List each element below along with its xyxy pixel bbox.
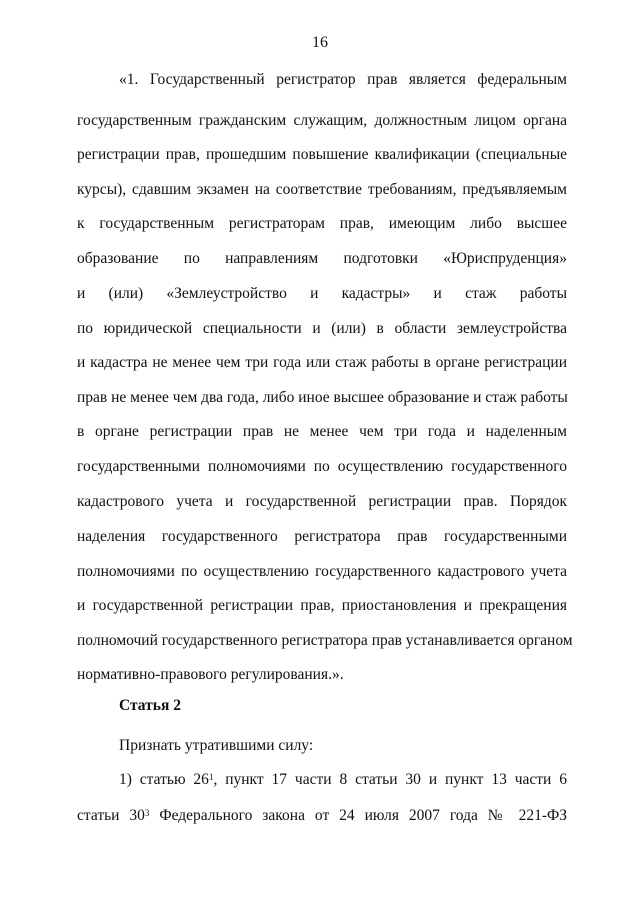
text-line: нормативно-правового регулирования.».	[77, 666, 344, 683]
text-line: по юридической специальности и (или) в области землеустройства	[77, 320, 567, 337]
text-line: наделения государственного регистратора прав государственными	[77, 528, 567, 545]
text-line: и государственной регистрации прав, приостановления и прекращения	[77, 597, 567, 614]
text-line: курсы), сдавшим экзамен на соответствие требованиям, предъявляемым	[77, 181, 567, 198]
item-1-line-1	[119, 770, 567, 790]
text-line: кадастрового учета и государственной регистрации прав. Порядок	[77, 493, 567, 510]
text-line: в органе регистрации прав не менее чем три года и наделенным	[77, 423, 567, 440]
item-1-text-b: , пункт 17 части 8 статьи 30 и пункт 13 части 6	[213, 771, 567, 788]
item-1-text-a: 1) статью 26	[119, 771, 209, 788]
article-heading: Статья 2	[119, 697, 181, 714]
text-line: регистрации прав, прошедшим повышение квалификации (специальные	[77, 146, 567, 163]
text-line: государственными полномочиями по осуществлению государственного	[77, 458, 567, 475]
text-line: государственным гражданским служащим, должностным лицом органа	[77, 112, 567, 129]
invalidate-intro: Признать утратившими силу:	[119, 737, 314, 754]
item-1-text-c: статьи 30	[77, 807, 145, 824]
text-line: прав не менее чем два года, либо иное высшее образование и стаж работы	[77, 389, 568, 406]
text-line: к государственным регистраторам прав, имеющим либо высшее	[77, 215, 567, 232]
text-line: и (или) «Землеустройство и кадастры» и стаж работы	[77, 285, 567, 302]
text-line: полномочий государственного регистратора прав устанавливается органом	[77, 632, 573, 649]
item-1-text-d: Федерального закона от 24 июля 2007 года № 221-ФЗ	[149, 807, 567, 824]
text-line: образование по направлениям подготовки «Юриспруденция»	[77, 250, 567, 267]
superscript: 3	[144, 808, 150, 818]
text-line: полномочиями по осуществлению государственного кадастрового учета	[77, 563, 567, 580]
item-1-line-2	[77, 806, 567, 826]
text-line: «1. Государственный регистратор прав является федеральным	[119, 71, 567, 88]
page-number: 16	[312, 34, 328, 51]
text-line: и кадастра не менее чем три года или стаж работы в органе регистрации	[77, 354, 567, 371]
superscript: 1	[208, 772, 214, 782]
